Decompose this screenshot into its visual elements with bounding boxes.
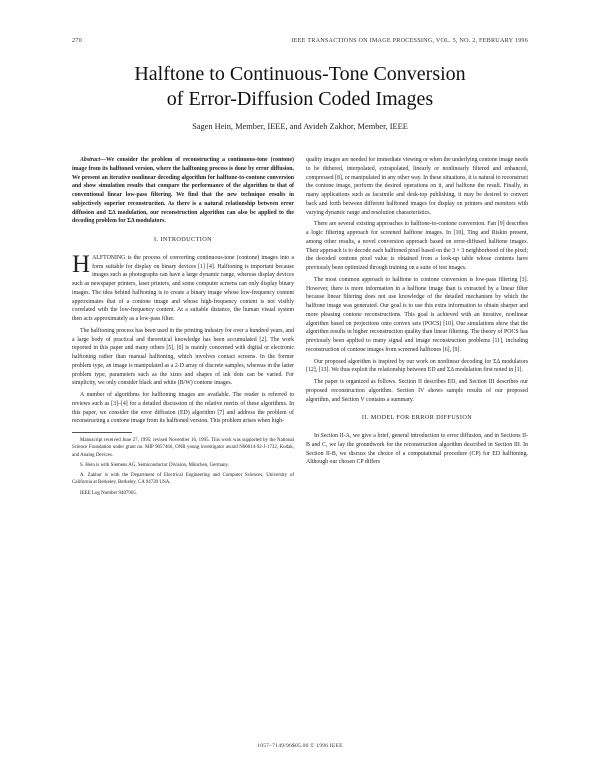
footnote-log-number: IEEE Log Number 9407965. (80, 490, 138, 496)
drop-cap: H (72, 250, 91, 278)
footnote-author-1: S. Hein is with Siemens AG, Semiconductor Division, München, Germany. (80, 462, 229, 468)
abstract-text: We consider the problem of reconstructing a continuous-tone (contone) image from its halftoned version, where the halftoning process is done by error diffusion. We present an iterative nonlinear decoding algorithm for halftone-to-contone conversion and show simulation results that compare the performance of the algorithm to that of conventional linear low-pass filtering. We find that the new technique results in subjectively superior reconstruction. As there is a natural relationship between error diffusion and ΣΔ modulation, our reconstruction algorithm can also be applied to the decoding problem for ΣΔ modulators. (72, 157, 294, 225)
title-line-2: of Error-Diffusion Coded Images (166, 88, 434, 110)
intro-paragraph-3: A number of algorithms for halftoning images are available. The reader is referred to reviews such as [3]–[4] for a detailed discussion of the relative merits of these algorithms. In this paper, we consider the error diffusion (ED) algorithm [7] and address the problem of reconstructing a contone image from its halftoned version. This problem arises when high- (72, 392, 294, 425)
right-paragraph-5: The paper is organized as follows. Section II describes ED, and Section III describes our proposed reconstruction algorithm. Section IV shows sample results of our proposed algorithm, and Section V contains a summary. (306, 379, 528, 403)
section-heading-introduction: I. INTRODUCTION (154, 236, 212, 243)
footnote-rule (72, 432, 132, 433)
right-paragraph-2: There are several existing approaches to halftone-to-contone conversion. Fan [9] describes a logic filtering approach for screened halftone images. In [10], Ting and Riskin present, among other results, a novel conversion approach based on error-diffused halftone images. Their approach is to decode each halftoned pixel based on the 3 × 3 neighborhood of the pixel; the decoded contone pixel value is obtained from a look-up table whose contents have previously been optimized through training on a suite of test images. (306, 221, 528, 271)
intro-paragraph-1-text: ALFTONING is the process of converting continuous-tone (contone) images into a form suitable for display on binary devices [1] [4]. Halftoning is important because images such as photographs can have a large dynamic range, whereas display devices such as newspaper printers, laser printers, and some computer screens can only display binary images. The idea behind halftoning is to create a binary image whose low-frequency content approximates that of a contone image and whose high-frequency content is not visibly correlated with the low-frequency content. At a suitable distance, the human visual system then acts approximately as a low-pass filter. (72, 254, 294, 322)
abstract-lead: Abstract— (80, 157, 106, 163)
right-paragraph-6: In Section II-A, we give a brief, general introduction to error diffusion, and in Sections II-B and C, we lay the groundwork for the reconstruction algorithm described in Section III. In Section II-B, we discuss the choice of a computational procedure (CP) for ED halftoning. Although our chosen CP differs (306, 433, 528, 466)
right-paragraph-1: quality images are needed for immediate viewing or when the underlying contone image needs to be dithered, interpolated, extrapolated, linearly or nonlinearly filtered and enhanced, compressed [8], or manipulated in any other way. In these situations, it is natural to reconstruct the contone image, perform the desired operations on it, and halftone the result. Finally, in many applications such as facsimile and desk-top publishing, it may be desired to convert back and forth between different halftoned images for display on printers and monitors with varying dynamic range and resolution characteristics. (306, 157, 528, 216)
journal-header: IEEE TRANSACTIONS ON IMAGE PROCESSING, VOL. 5, NO. 2, FEBRUARY 1996 (291, 37, 528, 44)
right-column (306, 156, 528, 470)
footnote-manuscript: Manuscript received June 27, 1995; revised November 16, 1995. This work was supported by the National Science Foundation under grant no. MIP 9057466, ONR young investigator award N00014-92-J-1732, Kodak, and Analog Devices. (72, 438, 294, 458)
page-number: 270 (72, 37, 82, 44)
intro-paragraph-2: The halftoning process has been used in the printing industry for over a hundred years, and a large body of practical and theoretical knowledge has been accumulated [2]. The work reported in this paper and many others [5], [6] is mainly concerned with digital or electronic halftoning rather than manual halftoning, which involves contact screens. In the former problem type, an image is manipulated as a 2-D array of discrete samples, whereas in the latter problem type, parameters such as the sizes and shapes of ink dots can be varied. For simplicity, we only consider black and white (B/W) contone images. (72, 327, 294, 387)
author-line: Sagen Hein, Member, IEEE, and Avideh Zakhor, Member, IEEE (192, 122, 408, 131)
footnote-author-2: A. Zakhor is with the Department of Electrical Engineering and Computer Sciences, University of California at Berkeley, Berkeley, CA 94720 USA. (72, 473, 294, 486)
right-paragraph-4: Our proposed algorithm is inspired by our work on nonlinear decoding for ΣΔ modulators [12], [13]. We thus exploit the relationship between ED and ΣΔ modulation first noted in [1]. (306, 358, 528, 374)
copyright-footer: 1057–7149/96$05.00 © 1996 IEEE (257, 743, 343, 749)
left-column (72, 156, 294, 500)
intro-paragraph-1 (72, 250, 294, 324)
abstract (72, 156, 294, 226)
paper-title (60, 62, 540, 112)
section-heading-error-diffusion: II. MODEL FOR ERROR DIFFUSION (361, 414, 473, 422)
right-paragraph-3: The most common approach to halftone to contone conversion is low-pass filtering [3]. However, there is more information in a halftone image than is extracted by a linear filter because linear filtering does not use knowledge of the detailed mechanism by which the halftone image was generated. Our goal is to use this extra information to obtain sharper and more pleasing contone reconstructions. This goal is achieved with an iterative, nonlinear algorithm based on projections onto convex sets (POCS) [10]. Our simulations show that the algorithm results in higher reconstruction quality than linear filtering. The theory of POCS has previously been applied to many signal and image reconstruction problems [11], including reconstruction of contone images from screened halftones [6], [9]. (306, 276, 528, 353)
running-header (72, 37, 528, 47)
title-line-1: Halftone to Continuous-Tone Conversion (134, 63, 466, 85)
